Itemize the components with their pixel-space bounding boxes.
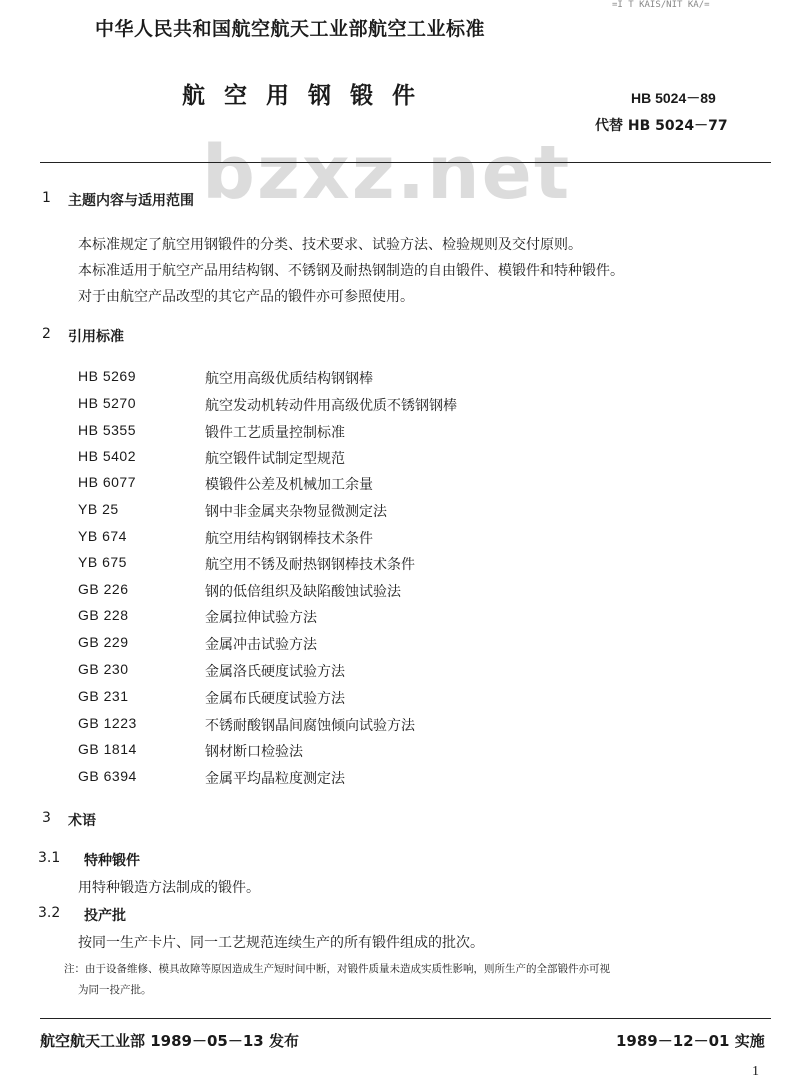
watermark: bzxz.net [202,130,572,216]
reference-code: GB 230 [78,661,129,677]
section-3-title: 术语 [68,813,96,829]
reference-title: 航空锻件试制定型规范 [205,451,345,467]
issuing-organization: 中华人民共和国航空航天工业部航空工业标准 [95,18,486,40]
reference-code: HB 5269 [78,368,136,384]
section-1-paragraph: 对于由航空产品改型的其它产品的锻件亦可参照使用。 [78,289,414,305]
reference-code: HB 6077 [78,474,136,490]
reference-title: 不锈耐酸钢晶间腐蚀倾向试验方法 [205,718,415,734]
reference-code: YB 675 [78,554,127,570]
section-2-number: 2 [42,326,51,342]
term-number: 3.1 [38,850,61,866]
section-3-number: 3 [42,810,51,826]
reference-title: 航空发动机转动件用高级优质不锈钢钢棒 [205,398,457,414]
reference-title: 模锻件公差及机械加工余量 [205,477,373,493]
replaces-standard: 代替 HB 5024－77 [595,118,728,134]
document-title: 航空用钢锻件 [182,83,434,109]
section-1-paragraph: 本标准适用于航空产品用结构钢、不锈钢及耐热钢制造的自由锻件、模锻件和特种锻件。 [78,263,624,279]
reference-code: GB 6394 [78,768,137,784]
reference-code: YB 25 [78,501,119,517]
document-code-stamp: =I T KAIS/NIT KA/= [612,0,710,10]
reference-code: GB 228 [78,607,129,623]
reference-code: GB 1223 [78,715,137,731]
term-title: 特种锻件 [84,853,140,869]
header-divider [40,162,771,163]
reference-code: HB 5402 [78,448,136,464]
reference-code: HB 5270 [78,395,136,411]
issue-date: 航空航天工业部 1989－05－13 发布 [40,1032,299,1050]
reference-title: 锻件工艺质量控制标准 [205,425,345,441]
term-definition: 用特种锻造方法制成的锻件。 [78,880,260,896]
reference-title: 金属冲击试验方法 [205,637,317,653]
reference-title: 钢中非金属夹杂物显微测定法 [205,504,387,520]
reference-title: 钢的低倍组织及缺陷酸蚀试验法 [205,584,401,600]
term-title: 投产批 [84,908,126,924]
footer-divider [40,1018,771,1019]
section-1-paragraph: 本标准规定了航空用钢锻件的分类、技术要求、试验方法、检验规则及交付原则。 [78,237,582,253]
term-definition: 按同一生产卡片、同一工艺规范连续生产的所有锻件组成的批次。 [78,935,484,951]
section-1-title: 主题内容与适用范围 [68,193,194,209]
section-1-number: 1 [42,190,51,206]
reference-title: 航空用结构钢钢棒技术条件 [205,531,373,547]
standard-number: HB 5024－89 [631,90,716,106]
reference-code: GB 226 [78,581,129,597]
reference-code: HB 5355 [78,422,136,438]
reference-code: YB 674 [78,528,127,544]
term-number: 3.2 [38,905,61,921]
reference-title: 金属洛氏硬度试验方法 [205,664,345,680]
term-note-continuation: 为同一投产批。 [78,984,152,996]
reference-title: 钢材断口检验法 [205,744,303,760]
reference-code: GB 229 [78,634,129,650]
term-note: 注：由于设备维修、模具故障等原因造成生产短时间中断，对锻件质量未造成实质性影响，则所生产的全部锻件亦可视 [64,963,610,975]
reference-code: GB 1814 [78,741,137,757]
page-number: 1 [752,1064,759,1079]
reference-title: 航空用不锈及耐热钢钢棒技术条件 [205,557,415,573]
reference-title: 航空用高级优质结构钢钢棒 [205,371,373,387]
reference-title: 金属拉伸试验方法 [205,610,317,626]
section-2-title: 引用标准 [68,329,124,345]
reference-title: 金属平均晶粒度测定法 [205,771,345,787]
effective-date: 1989－12－01 实施 [616,1032,765,1050]
reference-code: GB 231 [78,688,129,704]
reference-title: 金属布氏硬度试验方法 [205,691,345,707]
